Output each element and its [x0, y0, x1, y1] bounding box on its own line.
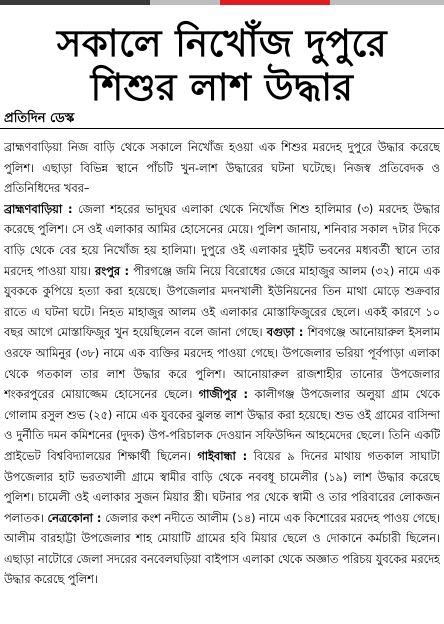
headline-line-1: সকালে নিখোঁজ দুপুরে	[56, 22, 388, 65]
article-body	[4, 138, 440, 624]
top-rule-dark	[0, 0, 150, 5]
byline-divider	[0, 128, 444, 129]
top-color-rule	[0, 0, 444, 5]
top-rule-red	[220, 0, 330, 5]
report-place: গাজীপুর :	[198, 388, 249, 402]
report-place: নেত্রকোনা :	[47, 511, 102, 525]
byline: প্রতিদিন ডেস্ক	[4, 111, 75, 126]
report-text: পীরগঞ্জে জমি নিয়ে বিরোধের জেরে মাহাজুর আলম (৩২) নামে এক যুবককে কুপিয়ে হত্যা করা হয়েছে। উপজেলার মদনখালী ইউনিয়নের তিন মাথা মোড়ে শুক্রবার রাতে এ ঘটনা ঘটে। নিহত মাহাজুর আলম ওই এলাকার মোস্তাফিজুরের ছেলে। একই কারণে ১০ বছর আগে মোস্তাফিজুর খুন হয়েছিলেন বলে জানা গেছে।	[4, 264, 440, 340]
report-place: গাইবান্ধা :	[197, 449, 248, 463]
headline	[0, 22, 444, 110]
report-text: জেলা শহরের ভাদুঘর এলাকা থেকে নিখোঁজ শিশু হালিমার (৩) মরদেহ উদ্ধার করেছে পুলিশ। সে ওই এলাকার আমির হোসেনের মেয়ে। পুলিশ জানায়, শনিবার সকাল ৭টার দিকে বাড়ি থেকে বের হয়ে নিখোঁজ হয় হালিমা। দুপুরে ওই এলাকার দুইটি ভবনের মধ্যবর্তী স্থানে তার মরদেহ পাওয়া যায়।	[4, 202, 440, 278]
report-place: ব্রাহ্মণবাড়িয়া :	[4, 202, 73, 216]
report-place: রংপুর :	[95, 264, 130, 278]
reports-paragraph	[4, 200, 440, 591]
report-place: বগুড়া :	[266, 326, 304, 340]
intro-paragraph: ব্রাহ্মণবাড়িয়া নিজ বাড়ি থেকে সকালে নিখোঁজ হওয়া এক শিশুর মরদেহ দুপুরে উদ্ধার করেছে পুলিশ। এছাড়া বিভিন্ন স্থানে পাঁচটি খুন-লাশ উদ্ধারের ঘটনা ঘটেছে। নিজস্ব প্রতিবেদক ও প্রতিনিধিদের খবর–	[4, 141, 440, 196]
report-text: শিবগঞ্জে আনোয়ারুল ইসলাম ওরফে আমিনুর (৩৮) নামে এক ব্যক্তির মরদেহ পাওয়া গেছে। উপজেলার ভরিয়া পূর্বপাড়া এলাকা থেকে গতকাল তার লাশ উদ্ধার করে পুলিশ। আনোয়ারুল রাজশাহীর তানোর উপজেলার শংকরপুরের মোয়াজ্জেম হোসেনের ছেলে।	[4, 326, 440, 402]
top-rule-gray	[150, 0, 220, 5]
headline-line-2: শিশুর লাশ উদ্ধার	[90, 66, 354, 109]
report-text: জেলার কংশ নদীতে আলীম (১৪) নামে এক কিশোরের মরদেহ পাওয় গেছে। আলীম বারহাট্টা উপজেলার শাহ মোয়াটি গ্রামের হবি মিয়ার ছেলে ও দোকানে কর্মচারী ছিলেন। এছাড়া নাটোরে জেলা সদরের বনবেলঘড়িয়া বাইপাস এলাকা থেকে অজ্ঞাত পরিচয় যুবকের মরদেহ উদ্ধার করেছে পুলিশ।	[4, 511, 440, 587]
report-text: বিয়ের ৯ দিনের মাথায় গতকাল সাঘাটা উপজেলার হাট ভরতখালী গ্রামে স্বামীর বাড়ি থেকে নববধূ চামেলীর (১৯) লাশ উদ্ধার করেছে পুলিশ। চামেলী ওই এলাকার সুজন মিয়ার স্ত্রী। ঘটনার পর থেকে স্বামী ও তার পরিবারের লোকজন পলাতক।	[4, 449, 440, 525]
top-rule-gray-right	[330, 0, 444, 5]
report-text: কালীগঞ্জ উপজেলার অলুয়া গ্রাম থেকে গোলাম রসুল শুভ (২৫) নামে এক যুবকের ঝুলন্ত লাশ উদ্ধার করা হয়েছে। শুভ ওই গ্রামের বাসিন্দা ও দুর্নীতি দমন কমিশনের (দুদক) উপ-পরিচালক দেওয়ান সফিউদ্দিন আহমেদের ছেলে। তিনি একটি প্রাইভেট বিশ্ববিদ্যালয়ের শিক্ষার্থী ছিলেন।	[4, 388, 440, 463]
